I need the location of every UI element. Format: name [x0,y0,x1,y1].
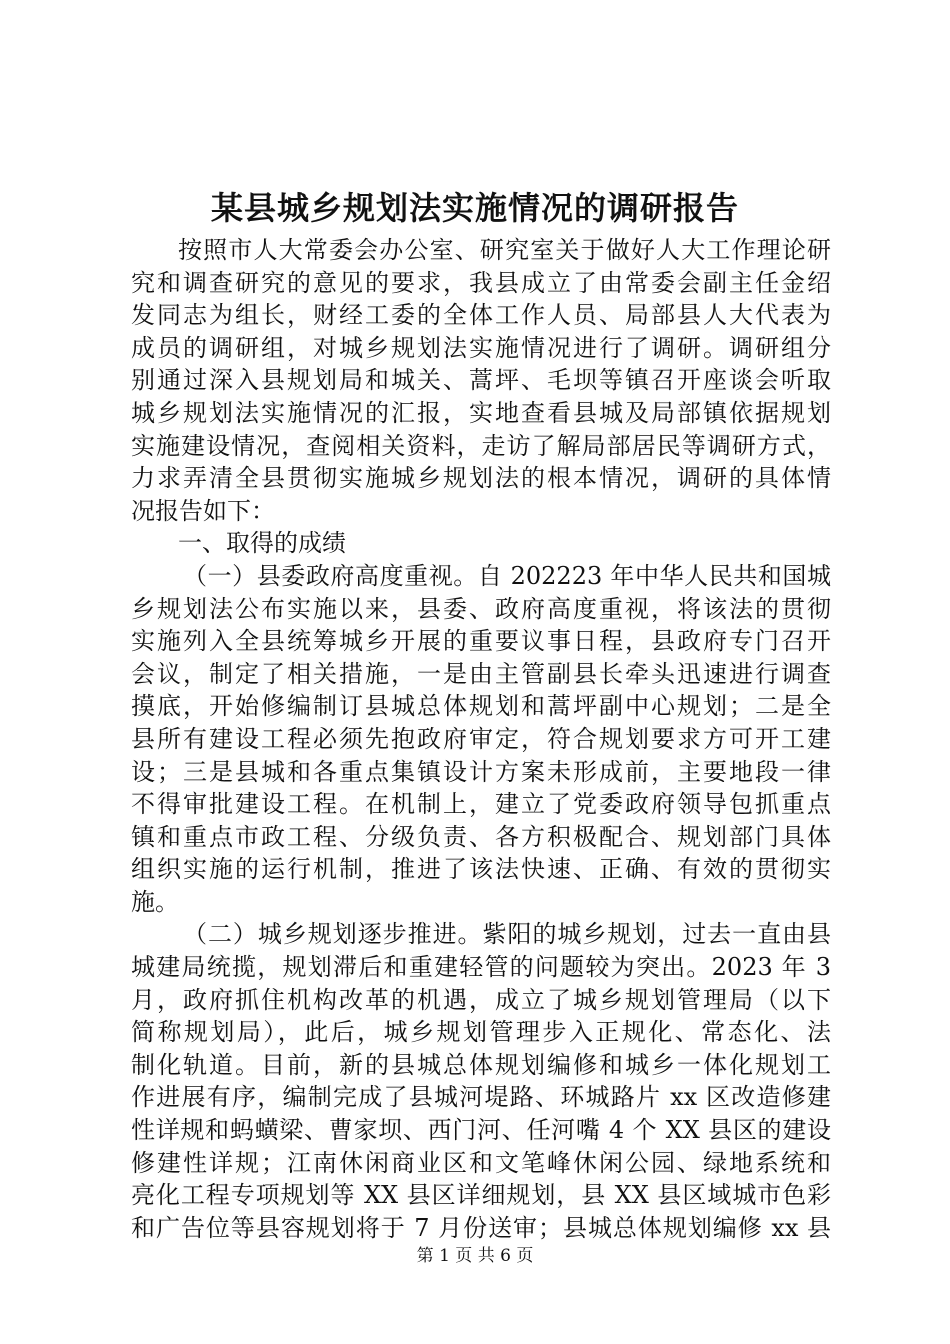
paragraph-line: 摸底，开始修编制订县城总体规划和蒿坪副中心规划；二是全 [131,692,831,721]
paragraph-line: 城建局统揽，规划滞后和重建轻管的问题较为突出。2023 年 3 [131,953,831,982]
paragraph-line: 修建性详规；江南休闲商业区和文笔峰休闲公园、绿地系统和 [131,1148,831,1177]
paragraph-line: 究和调查研究的意见的要求，我县成立了由常委会副主任金绍 [131,268,831,297]
paragraph-line: 别通过深入县规划局和城关、蒿坪、毛坝等镇召开座谈会听取 [131,366,831,395]
paragraph-line: （二）城乡规划逐步推进。紫阳的城乡规划，过去一直由县 [183,920,831,949]
paragraph-line: 组织实施的运行机制，推进了该法快速、正确、有效的贯彻实 [131,855,831,884]
document-title: 某县城乡规划法实施情况的调研报告 [210,189,739,227]
paragraph-line: 镇和重点市政工程、分级负责、各方积极配合、规划部门具体 [131,822,831,851]
paragraph-line: 和广告位等县容规划将于 7 月份送审；县城总体规划编修 xx 县 [131,1213,831,1242]
paragraph-line: 不得审批建设工程。在机制上，建立了党委政府领导包抓重点 [131,790,831,819]
paragraph-line: 按照市人大常委会办公室、研究室关于做好人大工作理论研 [178,236,831,264]
page-number: 第 1 页 共 6 页 [416,1246,534,1266]
paragraph-line: 况报告如下： [131,496,275,525]
paragraph-line: 性详规和蚂蟥梁、曹家坝、西门河、任河嘴 4 个 XX 县区的建设 [131,1116,831,1145]
paragraph-line: 设；三是县城和各重点集镇设计方案未形成前，主要地段一律 [131,757,831,786]
paragraph-line: 实施建设情况，查阅相关资料，走访了解局部居民等调研方式， [131,431,831,460]
paragraph-line: 制化轨道。目前，新的县城总体规划编修和城乡一体化规划工 [131,1050,831,1079]
paragraph-line: 县所有建设工程必须先抱政府审定，符合规划要求方可开工建 [131,724,831,753]
paragraph-line: 成员的调研组，对城乡规划法实施情况进行了调研。调研组分 [131,333,831,362]
paragraph-line: 施。 [131,887,179,916]
paragraph-line: （一）县委政府高度重视。自 202223 年中华人民共和国城 [183,561,831,590]
paragraph-line: 月，政府抓住机构改革的机遇，成立了城乡规划管理局（以下 [131,985,831,1014]
paragraph-line: 作进展有序，编制完成了县城河堤路、环城路片 xx 区改造修建 [131,1083,831,1112]
paragraph-line: 亮化工程专项规划等 XX 县区详细规划，县 XX 县区域城市色彩 [131,1181,831,1210]
paragraph-line: 会议，制定了相关措施，一是由主管副县长牵头迅速进行调查 [131,659,831,688]
document-body [131,234,831,1244]
paragraph-line: 发同志为组长，财经工委的全体工作人员、局部县人大代表为 [131,301,831,330]
paragraph-line: 力求弄清全县贯彻实施城乡规划法的根本情况，调研的具体情 [131,464,831,493]
section-heading: 一、取得的成绩 [178,529,346,558]
paragraph-line: 简称规划局），此后，城乡规划管理步入正规化、常态化、法 [131,1018,831,1047]
paragraph-line: 乡规划法公布实施以来，县委、政府高度重视，将该法的贯彻 [131,594,831,623]
paragraph-line: 城乡规划法实施情况的汇报，实地查看县城及局部镇依据规划 [131,398,831,427]
paragraph-line: 实施列入全县统筹城乡开展的重要议事日程，县政府专门召开 [131,627,831,656]
